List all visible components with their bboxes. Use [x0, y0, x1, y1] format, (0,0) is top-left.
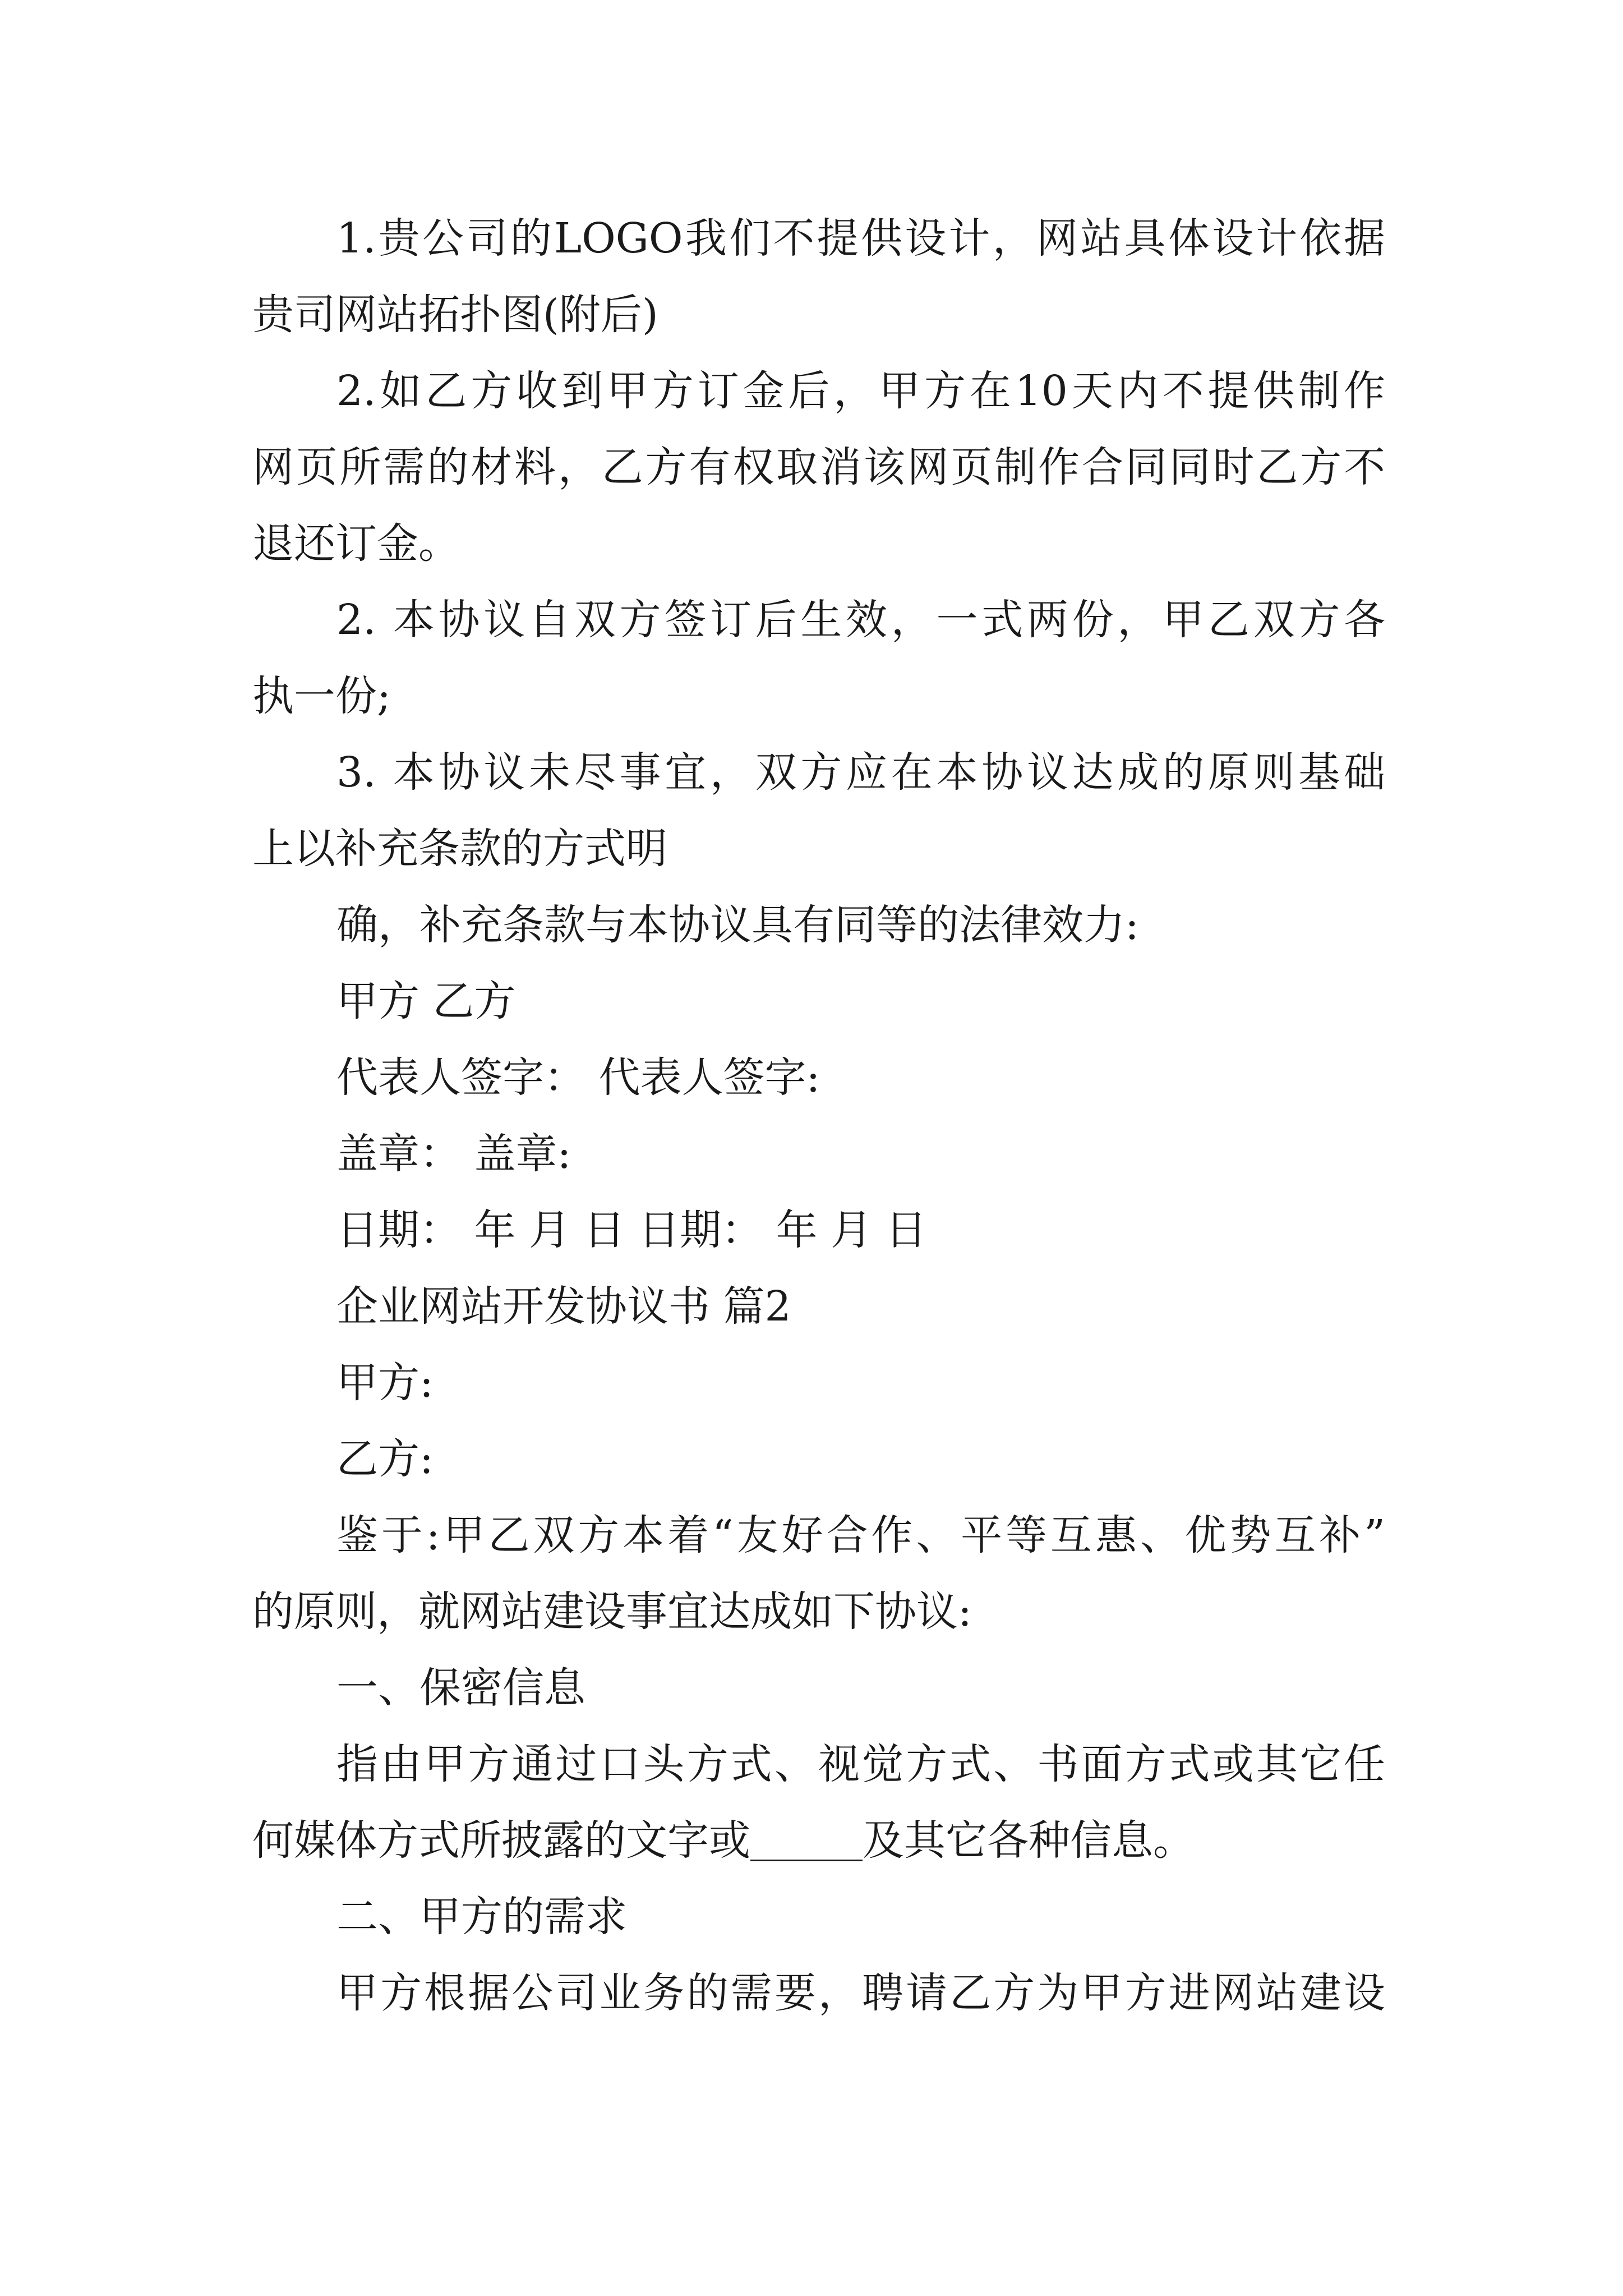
paragraph-text: 及其它各种信息。: [863, 1816, 1195, 1865]
section-title: 企业网站开发协议书 篇2: [336, 1282, 791, 1331]
heading-confidential-info: 一、保密信息: [336, 1664, 585, 1712]
fill-in-blank: [750, 1815, 863, 1861]
paragraph-line: 2.如乙方收到甲方订金后，甲方在10天内不提供制作: [336, 367, 1385, 415]
paragraph-line: 执一份;: [252, 672, 391, 720]
paragraph-line: 贵司网站拓扑图(附后): [252, 291, 658, 339]
paragraph-line: 确，补充条款与本协议具有同等的法律效力:: [336, 901, 1139, 949]
party-b-line: 乙方:: [336, 1435, 434, 1483]
paragraph-line: 的原则，就网站建设事宜达成如下协议:: [252, 1588, 972, 1636]
paragraph-line: 甲方根据公司业务的需要，聘请乙方为甲方进网站建设: [336, 1969, 1385, 2017]
paragraph-line: 网页所需的材料，乙方有权取消该网页制作合同同时乙方不: [252, 443, 1385, 491]
paragraph-line: 鉴于:甲乙双方本着“友好合作、平等互惠、优势互补”: [336, 1511, 1385, 1559]
paragraph-line: 指由甲方通过口头方式、视觉方式、书面方式或其它任: [336, 1740, 1385, 1788]
paragraph-line: 1.贵公司的LOGO我们不提供设计，网站具体设计依据: [336, 214, 1385, 263]
signature-seal: 盖章： 盖章:: [336, 1130, 571, 1178]
paragraph-line: 退还订金。: [252, 519, 460, 568]
paragraph-line: 2. 本协议自双方签订后生效，一式两份，甲乙双方各: [336, 596, 1385, 644]
paragraph-line: 3. 本协议未尽事宜，双方应在本协议达成的原则基础: [336, 748, 1385, 797]
signature-representative: 代表人签字： 代表人签字:: [336, 1053, 820, 1102]
paragraph-text: 何媒体方式所披露的文字或: [252, 1816, 750, 1865]
paragraph-line: 上以补充条款的方式明: [252, 825, 667, 873]
signature-date: 日期： 年 月 日 日期： 年 月 日: [336, 1206, 927, 1254]
heading-party-a-needs: 二、甲方的需求: [336, 1893, 627, 1941]
signature-parties: 甲方 乙方: [336, 977, 516, 1025]
party-a-line: 甲方:: [336, 1359, 434, 1407]
paragraph-line-with-blank: [252, 1810, 1195, 1871]
